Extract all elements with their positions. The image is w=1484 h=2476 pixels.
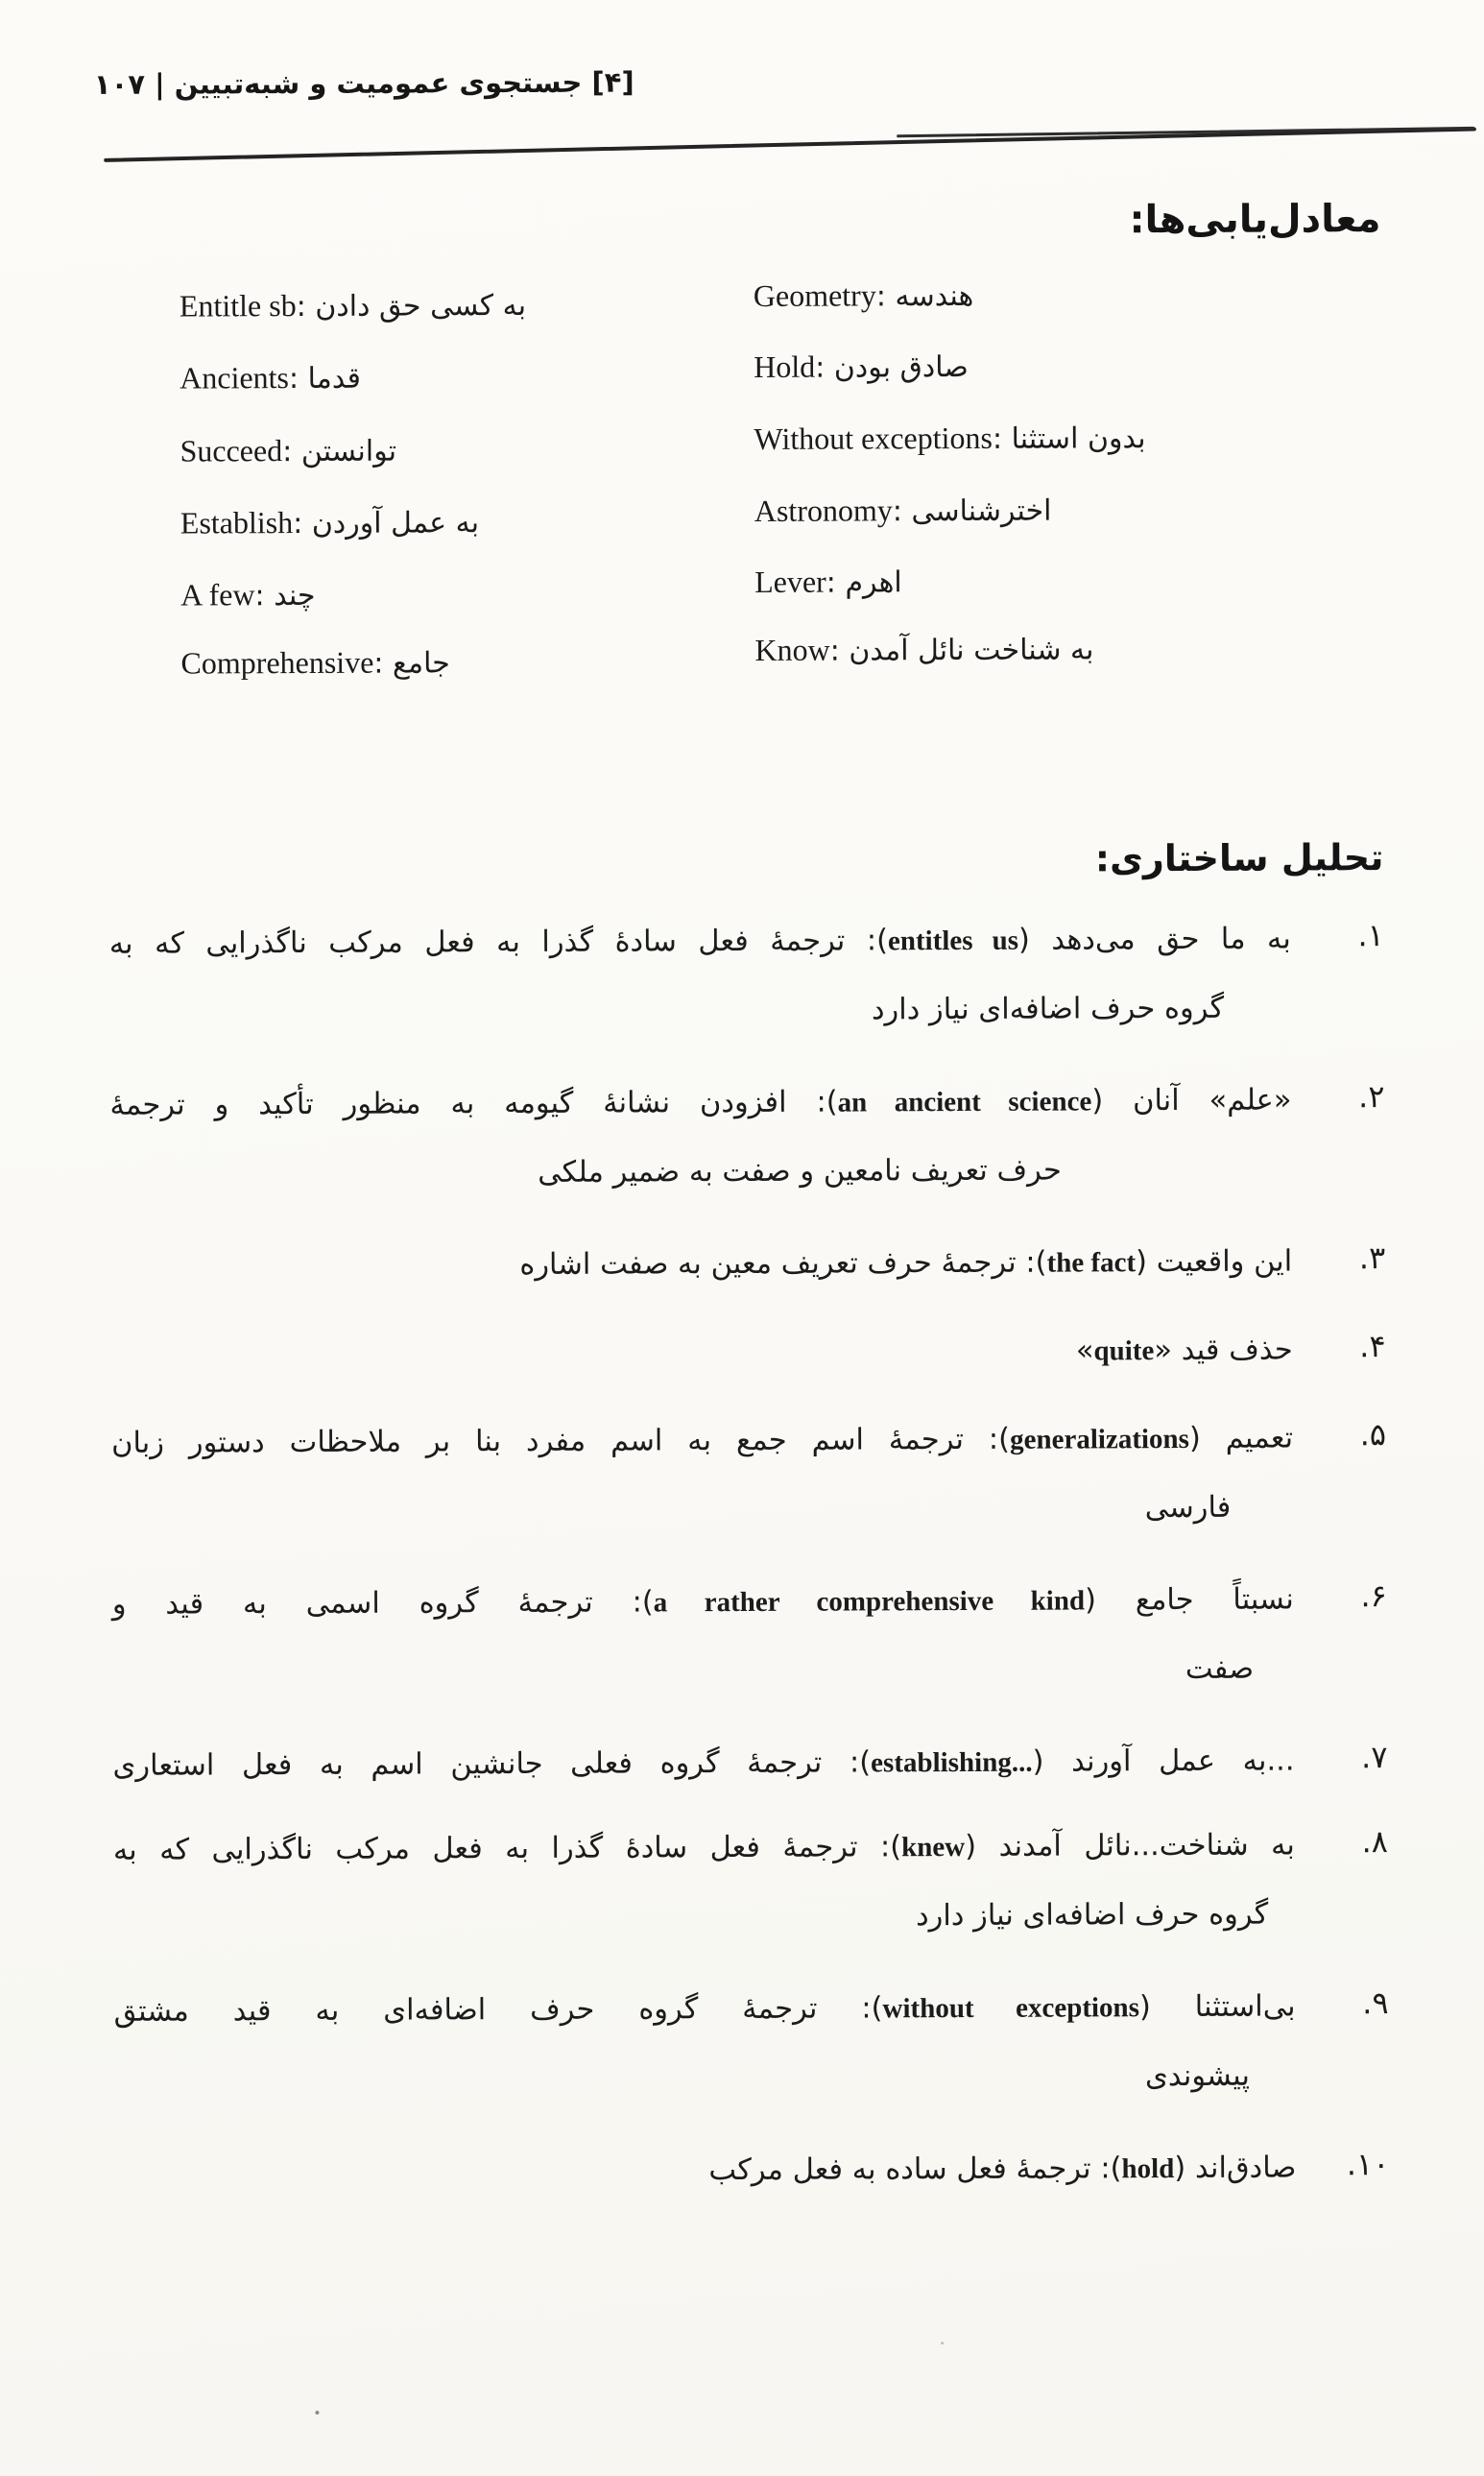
item-line: ...به عمل آورند (establishing...): ترجمۀ گروه فعلی جانشین اسم به فعل استعاری [112, 1743, 1295, 1783]
equivalent-entry: Comprehensive: جامع [180, 644, 450, 681]
item-line: فارسی [1144, 1490, 1232, 1526]
equivalent-entry: A few: چند [180, 577, 316, 613]
item-number: ۱. [1357, 917, 1384, 954]
equivalent-entry: Establish: به عمل آوردن [180, 505, 480, 541]
header-rule-main [104, 127, 1476, 161]
item-number: ۸. [1361, 1823, 1388, 1861]
item-number: ۱۰. [1346, 2146, 1390, 2183]
item-number: ۳. [1358, 1239, 1386, 1277]
equivalent-entry: Geometry: هندسه [753, 277, 974, 314]
equivalent-entry: Entitle sb: به کسی حق دادن [179, 288, 527, 325]
item-line: پیشوندی [1144, 2058, 1251, 2094]
paper-speck [315, 2411, 319, 2415]
page-header: [۴] جستجوی عمومیت و شبه‌تبیین | ۱۰۷ [93, 65, 634, 101]
analysis-title: تحلیل ساختاری: [1094, 836, 1384, 880]
item-number: ۹. [1362, 1984, 1389, 2022]
equivalent-entry: Hold: صادق بودن [754, 349, 969, 385]
item-line: به شناخت...نائل آمدند (knew): ترجمۀ فعل سادۀ گذرا به فعل مرکب ناگذرایی که به [112, 1828, 1295, 1867]
equivalent-entry: Lever: اهرم [754, 564, 902, 600]
equivalent-entry: Without exceptions: بدون استثنا [754, 420, 1146, 456]
item-number: ۲. [1358, 1078, 1385, 1116]
equivalents-title: معادل‌یابی‌ها: [1129, 197, 1381, 243]
item-number: ۵. [1359, 1416, 1387, 1454]
equivalent-entry: Ancients: قدما [180, 360, 362, 397]
item-line: گروه حرف اضافه‌ای نیاز دارد [915, 1897, 1269, 1934]
item-number: ۷. [1361, 1739, 1388, 1776]
item-line: نسبتاً جامع (a rather comprehensive kind): ترجمۀ گروه اسمی به قید و [111, 1582, 1294, 1622]
item-line: حرف تعریف نامعین و صفت به ضمیر ملکی [538, 1153, 1062, 1190]
item-line: گروه حرف اضافه‌ای نیاز دارد [871, 991, 1225, 1027]
item-line: صفت [1185, 1651, 1255, 1686]
equivalent-entry: Succeed: توانستن [180, 433, 397, 469]
equivalent-entry: Astronomy: اخترشناسی [754, 493, 1052, 529]
item-line: صادق‌اند (hold): ترجمۀ فعل ساده به فعل مرکب [708, 2151, 1297, 2188]
equivalent-entry: Know: به شناخت نائل آمدن [754, 632, 1094, 668]
item-number: ۶. [1360, 1577, 1387, 1615]
item-number: ۴. [1359, 1328, 1386, 1365]
item-line: بی‌استثنا (without exceptions): ترجمۀ گروه حرف اضافه‌ای به قید مشتق [113, 1989, 1296, 2029]
item-line: تعمیم (generalizations): ترجمۀ اسم جمع به اسم مفرد بنا بر ملاحظات دستور زبان [110, 1421, 1294, 1460]
item-line: حذف قید «quite» [1075, 1333, 1293, 1368]
paper-speck [941, 2342, 944, 2344]
item-line: «علم» آنان (an ancient science): افزودن نشانۀ گیومه به منظور تأکید و ترجمۀ [109, 1083, 1292, 1122]
item-line: به ما حق می‌دهد (entitles us): ترجمۀ فعل سادۀ گذرا به فعل مرکب ناگذرایی که به [108, 922, 1291, 961]
item-line: این واقعیت (the fact): ترجمۀ حرف تعریف معین به صفت اشاره [519, 1244, 1293, 1283]
